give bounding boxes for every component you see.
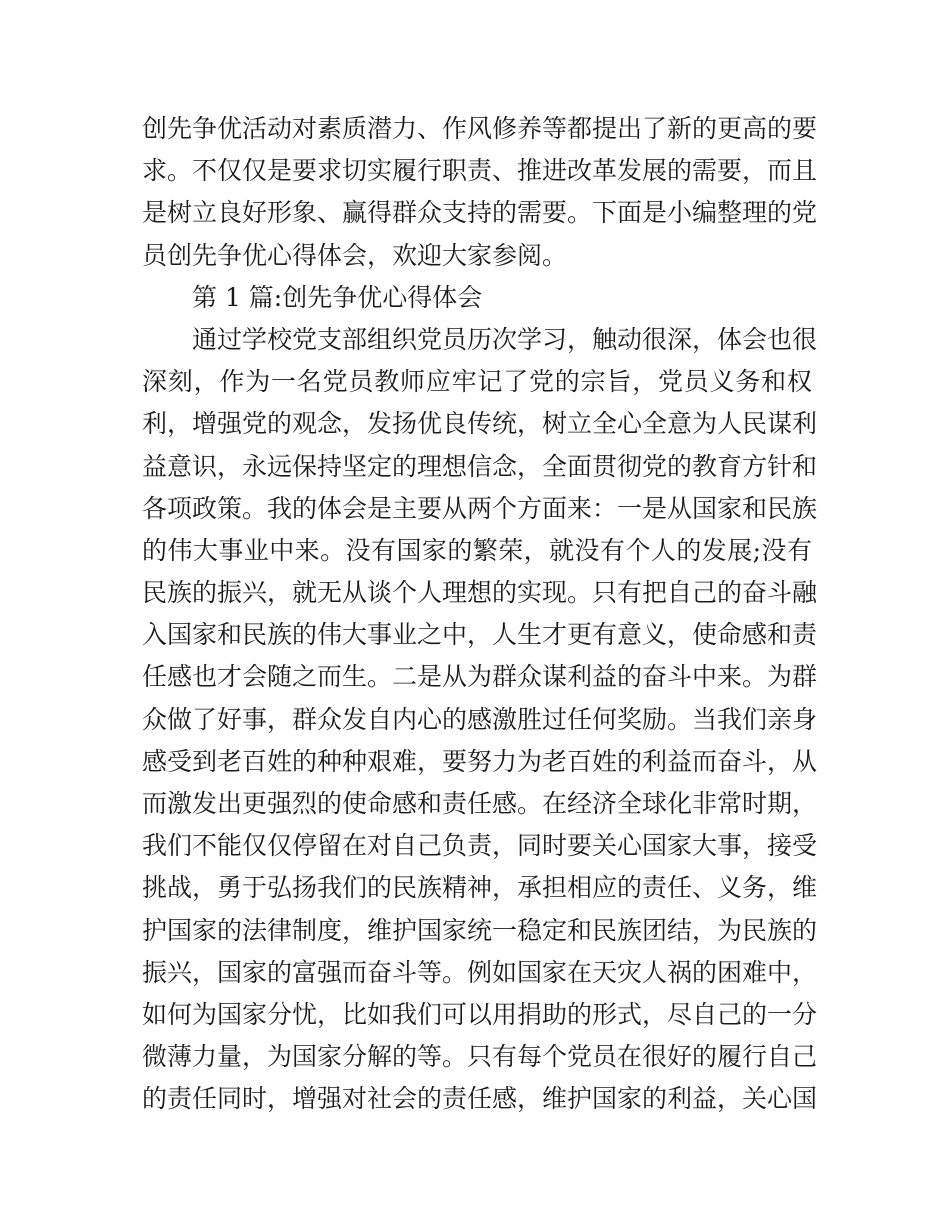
intro-line: 员创先争优心得体会，欢迎大家参阅。 <box>142 240 568 270</box>
body-line: 而激发出更强烈的使命感和责任感。在经济全球化非常时期， <box>142 789 818 818</box>
body-line: 利，增强党的观念，发扬优良传统，树立全心全意为人民谋利 <box>142 409 818 439</box>
body-line: 挑战，勇于弘扬我们的民族精神，承担相应的责任、义务，维 <box>142 873 818 903</box>
body-line: 微薄力量，为国家分解的等。只有每个党员在很好的履行自己 <box>142 1042 818 1072</box>
body-line: 感受到老百姓的种种艰难，要努力为老百姓的利益而奋斗，从 <box>142 746 818 776</box>
body-line: 众做了好事，群众发自内心的感激胜过任何奖励。当我们亲身 <box>142 704 818 734</box>
intro-line: 是树立良好形象、赢得群众支持的需要。下面是小编整理的党 <box>142 198 818 228</box>
document-body <box>142 108 818 1121</box>
body-line: 振兴，国家的富强而奋斗等。例如国家在天灾人祸的困难中， <box>142 957 818 987</box>
body-line: 深刻，作为一名党员教师应牢记了党的宗旨，党员义务和权 <box>142 367 812 397</box>
body-line: 的责任同时，增强对社会的责任感，维护国家的利益，关心国 <box>142 1084 818 1114</box>
body-line: 护国家的法律制度，维护国家统一稳定和民族团结，为民族的 <box>142 915 818 945</box>
body-line: 我们不能仅仅停留在对自己负责，同时要关心国家大事，接受 <box>142 831 818 861</box>
body-line: 民族的振兴，就无从谈个人理想的实现。只有把自己的奋斗融 <box>142 578 818 608</box>
body-line: 通过学校党支部组织党员历次学习，触动很深，体会也很 <box>192 324 818 354</box>
body-line: 的伟大事业中来。没有国家的繁荣，就没有个人的发展;没有 <box>142 535 812 565</box>
intro-line: 求。不仅仅是要求切实履行职责、推进改革发展的需要，而且 <box>142 156 818 186</box>
body-line: 益意识，永远保持坚定的理想信念，全面贯彻党的教育方针和 <box>142 451 818 481</box>
body-line: 如何为国家分忧，比如我们可以用捐助的形式，尽自己的一分 <box>142 999 818 1029</box>
body-line: 任感也才会随之而生。二是从为群众谋利益的奋斗中来。为群 <box>142 662 818 692</box>
body-line: 各项政策。我的体会是主要从两个方面来：一是从国家和民族 <box>142 493 818 523</box>
body-line: 入国家和民族的伟大事业之中，人生才更有意义，使命感和责 <box>142 620 818 650</box>
intro-line: 创先争优活动对素质潜力、作风修养等都提出了新的更高的要 <box>142 114 818 143</box>
section-heading: 第 1 篇:创先争优心得体会 <box>192 282 483 312</box>
